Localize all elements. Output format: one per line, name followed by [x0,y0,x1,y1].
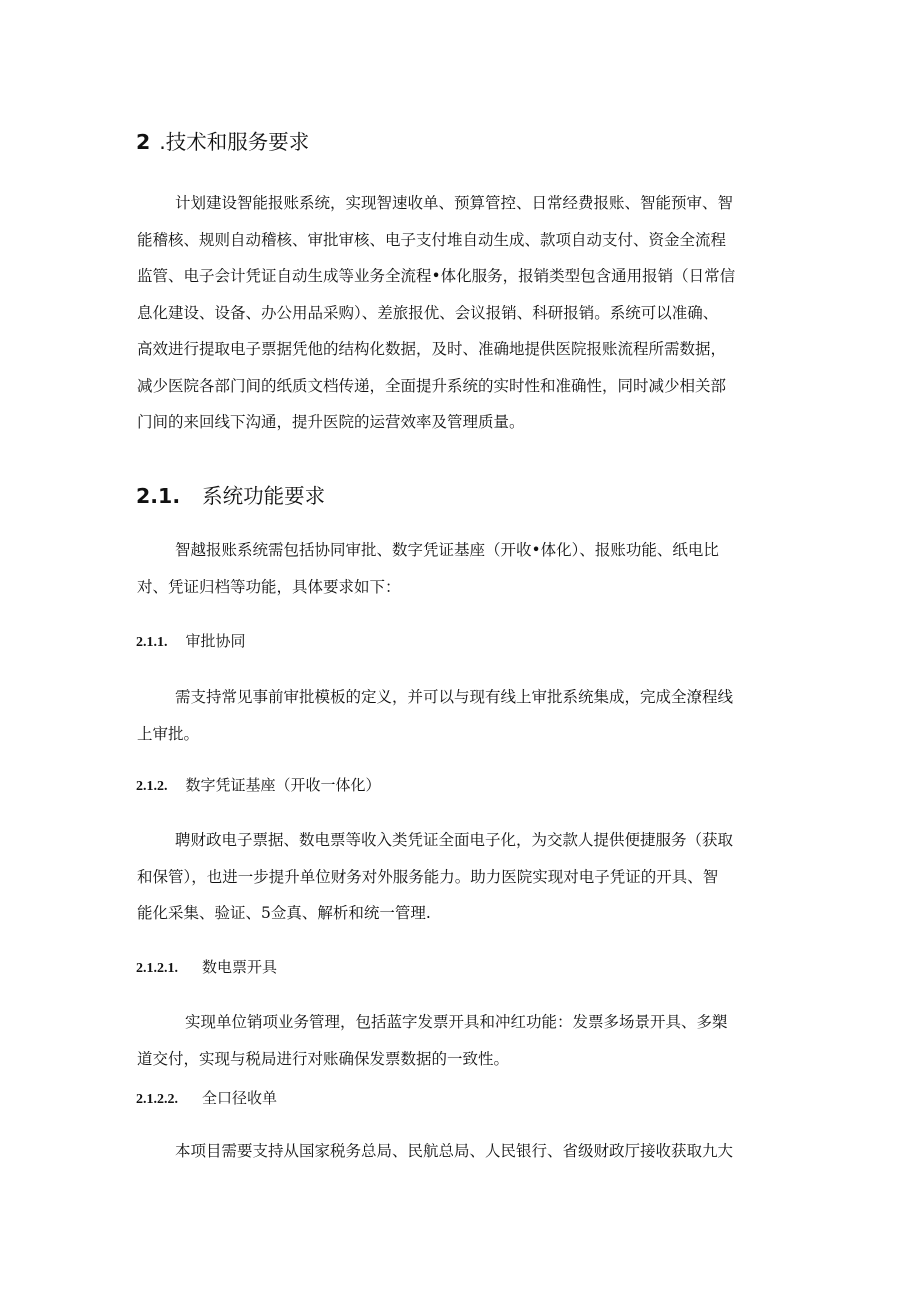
paragraph-line: 道交付，实现与税局进行对账确保发票数据的一致性。 [137,1049,510,1068]
paragraph-line: 和保管），也进一步提升单位财务对外服务能力。助力医院实现对电子凭证的开具、智 [137,867,719,886]
paragraph-line: 减少医院各部门间的纸质文档传递，全面提升系统的实时性和准确性，同时减少相关部 [137,376,727,395]
paragraph-line: 对、凭证归档等功能，具体要求如下： [137,577,401,596]
section-heading-2-1-2 [136,774,381,795]
paragraph-line: 计划建设智能报账系统，实现智速收单、预算管控、日常经费报账、智能预审、智 [175,194,734,212]
paragraph-functions [137,532,783,605]
section-heading-2-1-1 [136,630,246,651]
paragraph-line: 监管、电子会计凭证自动生成等业务全流程•体化服务，报销类型包含通用报销（日常信 [137,267,736,285]
section-title: 审批协同 [185,632,246,650]
paragraph-line: 实现单位销项业务管理，包括蓝字发票开具和冲红功能：发票多场景开具、多槊 [185,1013,728,1031]
paragraph-invoice-issue [137,1004,783,1077]
paragraph-line: 门间的来回线下沟通，提升医院的运营效率及管理质量。 [137,413,525,431]
paragraph-line: 能化采集、验证、5佥真、解析和统一管理. [137,904,431,922]
paragraph-overview [137,185,783,441]
section-heading-2 [136,125,309,155]
paragraph-line: 息化建设、设备、办公用品采购）、差旅报优、会议报销、科研报销。系统可以准确、 [137,303,719,322]
section-number: 2.1.2.1. [136,961,178,976]
section-title: .技术和服务要求 [159,130,310,154]
paragraph-line: 上审批。 [137,724,200,743]
section-title: 全口径收单 [202,1089,278,1107]
section-number: 2.1.2.2. [136,1092,178,1107]
section-heading-2-1 [136,479,325,509]
section-number: 2.1. [136,484,181,508]
section-title: 数字凭证基座（开收一体化） [185,776,381,794]
paragraph-line: 本项目需要支持从国家税务总局、民航总局、人民银行、省级财政厅接收获取九大 [175,1142,734,1160]
paragraph-approval [137,679,783,752]
section-number: 2 [136,130,151,154]
section-number: 2.1.2. [136,779,168,794]
section-heading-2-1-2-2 [136,1087,277,1108]
paragraph-line: 高效进行提取电子票据凭他的结构化数据，及时、准确地提供医院报账流程所需数据， [137,340,727,358]
section-heading-2-1-2-1 [136,956,277,977]
paragraph-line: 聘财政电子票据、数电票等收入类凭证全面电子化，为交款人提供便捷服务（获取 [175,831,734,849]
section-title: 系统功能要求 [202,484,326,508]
paragraph-line: 需支持常见事前审批模板的定义，并可以与现有线上审批系统集成，完成全潦程线 [175,688,734,706]
paragraph-receipt-collection [137,1133,783,1170]
paragraph-voucher-base [137,822,783,932]
section-title: 数电票开具 [202,958,278,976]
section-number: 2.1.1. [136,635,168,650]
paragraph-line: 能稽核、规则自动稽核、审批审核、电子支付堆自动生成、款项自动支付、资金全流程 [137,230,727,249]
paragraph-line: 智越报账系统需包括协同审批、数字凭证基座（开收•体化）、报账功能、纸电比 [175,541,719,559]
